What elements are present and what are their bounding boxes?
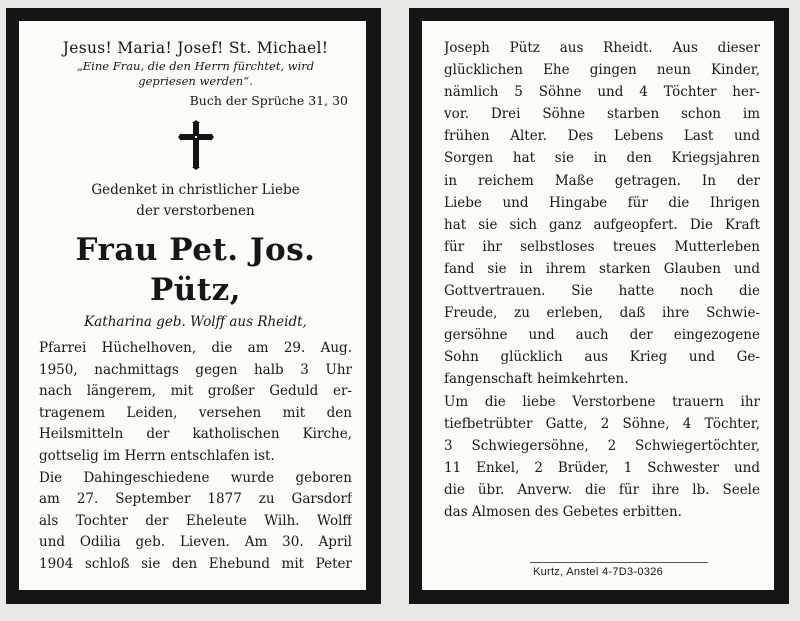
- text-line: nach längerem, mit großer Geduld er-: [39, 383, 352, 400]
- text-line: nämlich 5 Söhne und 4 Töchter her-: [444, 84, 760, 101]
- intro-text: [39, 180, 352, 222]
- text-line: tragenem Leiden, versehen mit den: [39, 404, 352, 421]
- text-line: Liebe und Hingabe für die Ihrigen: [444, 194, 760, 211]
- text-line: 1950, nachmittags gegen halb 3 Uhr: [39, 361, 352, 378]
- cross-icon: [178, 120, 214, 170]
- text-line: Sohn glücklich aus Krieg und Ge-: [444, 349, 760, 366]
- right-body-text: [444, 37, 760, 523]
- text-line: Joseph Pütz aus Rheidt. Aus dieser: [444, 40, 760, 56]
- deceased-name: Frau Pet. Jos. Pütz,: [75, 232, 316, 308]
- text-line: die übr. Anverw. die für ihre lb. Seele: [444, 481, 760, 498]
- text-line: und Odilia geb. Lieven. Am 30. April: [39, 534, 352, 551]
- text-line: vor. Drei Söhne starben schon im: [444, 106, 760, 123]
- text-line: frühen Alter. Des Lebens Last und: [444, 128, 760, 145]
- text-line: glücklichen Ehe gingen neun Kinder,: [444, 62, 760, 79]
- text-line: als Tochter der Eheleute Wilh. Wolff: [39, 512, 352, 529]
- text-line: am 27. September 1877 zu Garsdorf: [39, 491, 352, 508]
- intro-line-1: Gedenket in christlicher Liebe: [91, 182, 300, 198]
- text-line: Die Dahingeschiedene wurde geboren: [39, 469, 352, 486]
- text-line: tiefbetrübter Gatte, 2 Söhne, 4 Töchter,: [444, 415, 760, 432]
- text-line: Freude, zu erleben, daß ihre Schwie-: [444, 305, 760, 322]
- left-card: [19, 21, 366, 590]
- text-line: 3 Schwiegersöhne, 2 Schwiegertöchter,: [444, 437, 760, 454]
- text-line: fand sie in ihrem starken Glauben und: [444, 260, 760, 277]
- bible-quote: [39, 59, 352, 89]
- quote-line-2: gepriesen werden“.: [138, 74, 253, 88]
- text-line: gottselig im Herrn entschlafen ist.: [39, 447, 275, 464]
- text-line: 1904 schloß sie den Ehebund mit Peter: [39, 555, 352, 572]
- text-line: Heilsmitteln der katholischen Kirche,: [39, 426, 352, 443]
- text-line: fangenschaft heimkehrten.: [444, 371, 629, 388]
- right-card: [422, 21, 774, 590]
- text-line: gersöhne und auch der eingezogene: [444, 327, 760, 344]
- printer-divider: [530, 562, 708, 563]
- text-line: Sorgen hat sie in den Kriegsjahren: [444, 150, 760, 167]
- quote-source: Buch der Sprüche 31, 30: [189, 93, 348, 108]
- text-line: in reichem Maße getragen. In der: [444, 172, 760, 189]
- text-line: hat sie sich ganz aufgeopfert. Die Kraft: [444, 216, 760, 233]
- text-line: Um die liebe Verstorbene trauern ihr: [444, 393, 760, 410]
- left-body-text: [39, 338, 352, 576]
- printer-imprint: Kurtz, Anstel 4-7D3-0326: [532, 566, 664, 578]
- text-line: Pfarrei Hüchelhoven, die am 29. Aug.: [39, 340, 352, 356]
- left-card-border: [6, 8, 381, 604]
- deceased-maiden-name: Katharina geb. Wolff aus Rheidt,: [84, 314, 307, 330]
- intro-line-2: der verstorbenen: [136, 203, 255, 219]
- text-line: das Almosen des Gebetes erbitten.: [444, 503, 682, 520]
- text-line: für ihr selbstloses treues Mutterleben: [444, 238, 760, 255]
- text-line: 11 Enkel, 2 Brüder, 1 Schwester und: [444, 459, 760, 476]
- cross-container: [39, 120, 352, 170]
- text-line: Gottvertrauen. Sie hatte noch die: [444, 283, 760, 300]
- right-card-border: [409, 8, 789, 604]
- quote-line-1: „Eine Frau, die den Herrn fürchtet, wird: [76, 59, 315, 73]
- motto: Jesus! Maria! Josef! St. Michael!: [62, 39, 329, 57]
